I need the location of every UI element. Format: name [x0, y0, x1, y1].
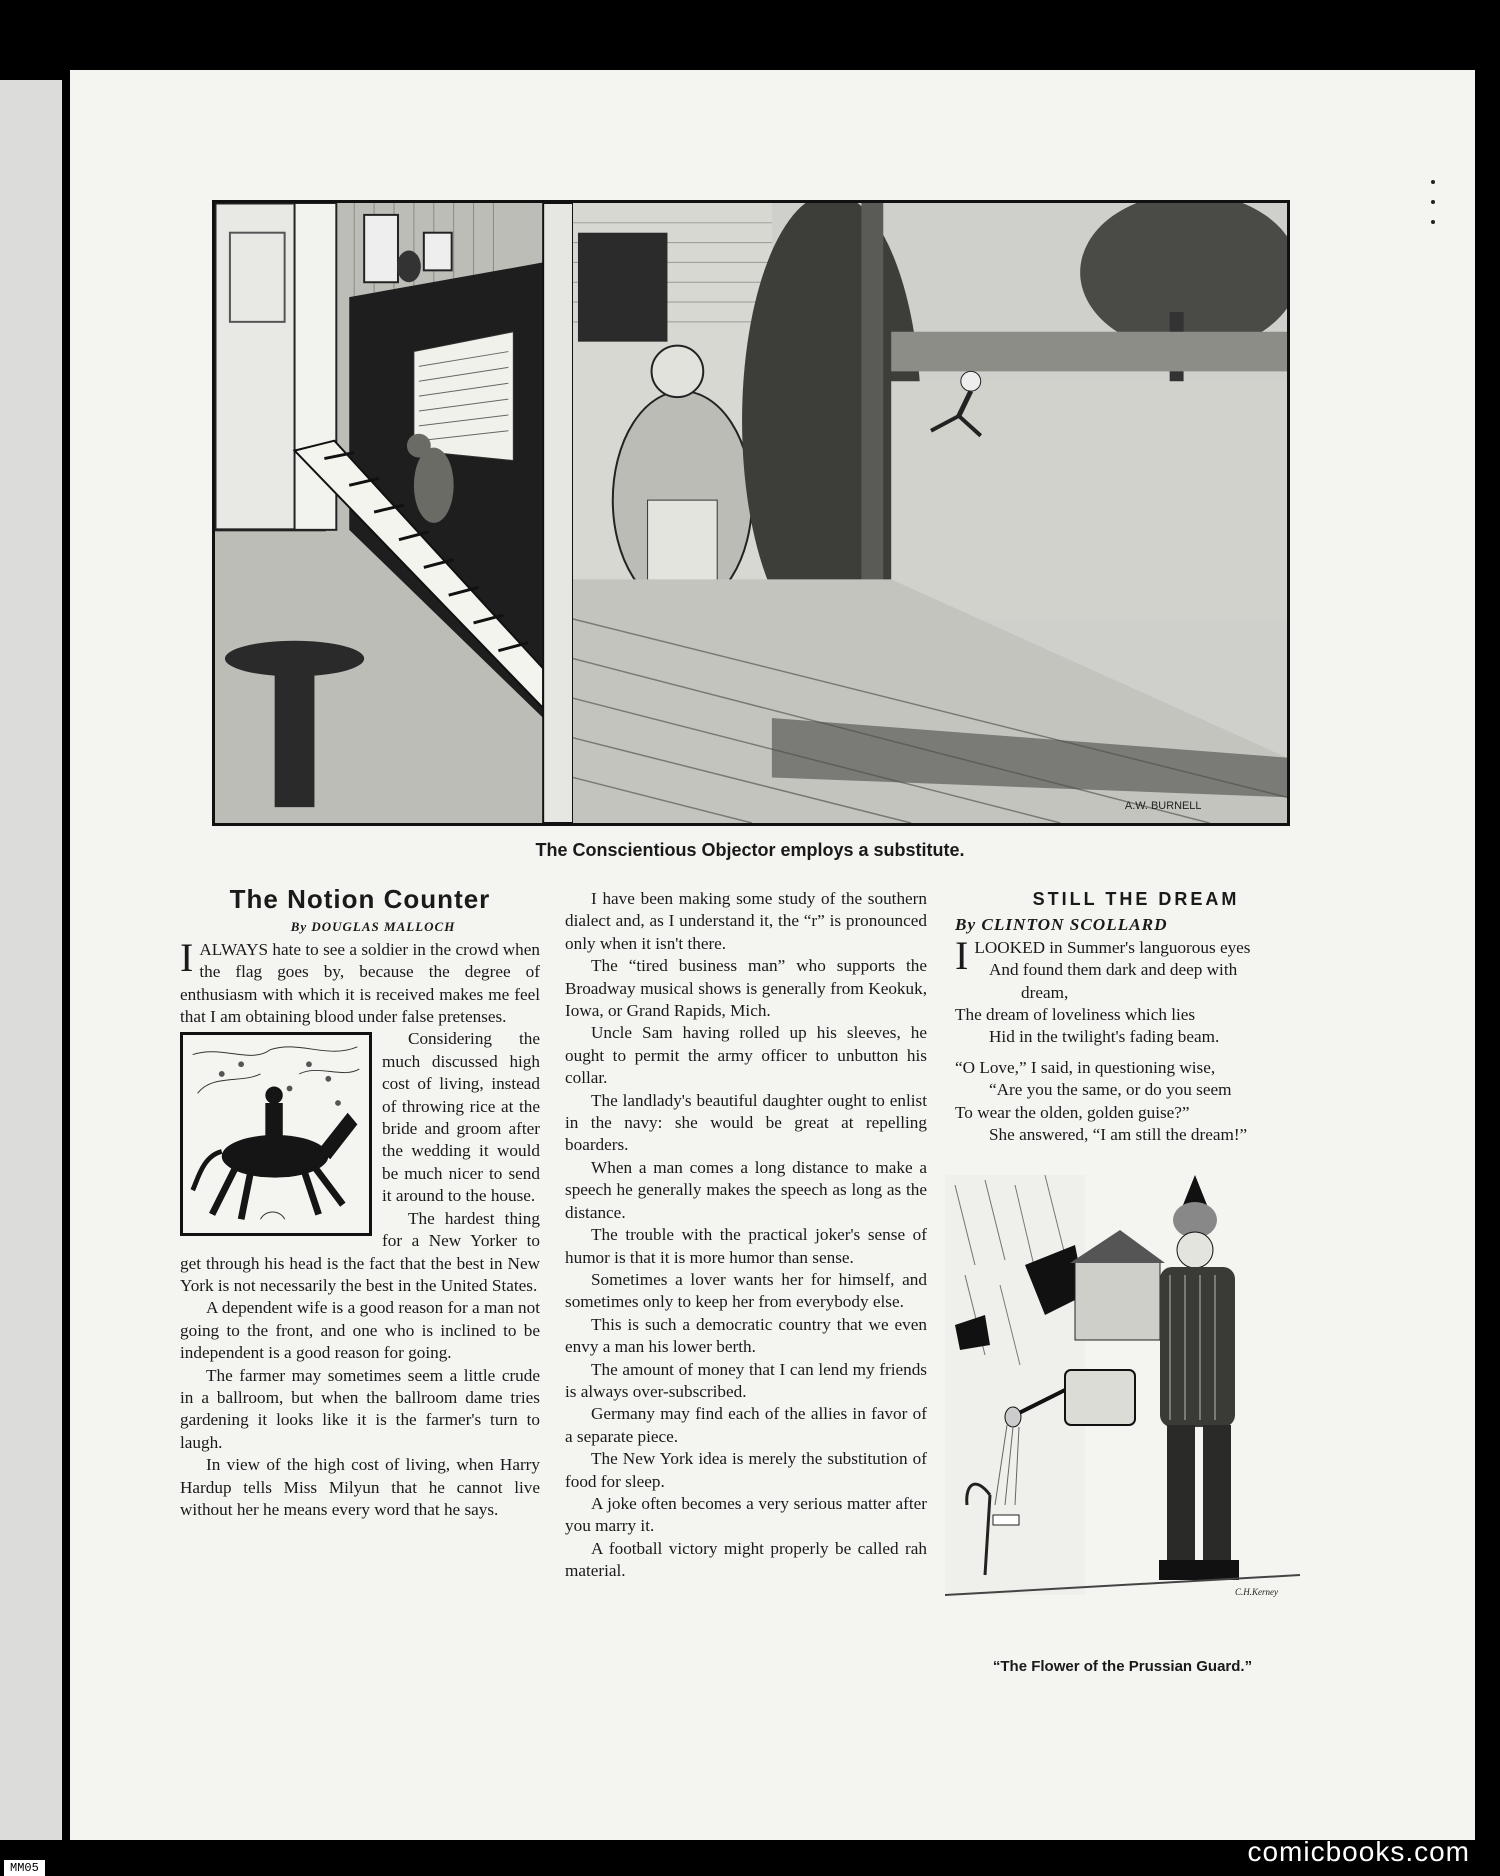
paragraph: Considering the much discussed high cost of living, instead of throwing rice at the bride and groom after the wedding it would be much nicer to send it around to the house.: [382, 1029, 540, 1206]
paragraph: Germany may find each of the allies in favor of a separate piece.: [565, 1404, 927, 1446]
cartoon-drawing: [945, 1175, 1300, 1655]
paragraph: A dependent wife is a good reason for a man not going to the front, and one who is inclined to be independent is a good reason for going.: [180, 1298, 540, 1363]
poem-line: And found them dark and deep with: [989, 960, 1238, 980]
poem-line: dream,: [1021, 982, 1069, 1002]
poem-line: She answered, “I am still the dream!”: [989, 1125, 1248, 1145]
paragraph: The farmer may sometimes seem a little crude in a ballroom, but when the ballroom dame tries gardening it looks like it is the farmer's turn to laugh.: [180, 1365, 540, 1452]
poem-line: To wear the olden, golden guise?”: [955, 1102, 1190, 1122]
poem-stanza-1: [955, 932, 1317, 1049]
poem-line: Hid in the twilight's fading beam.: [989, 1027, 1220, 1047]
margin-marks: [1431, 180, 1437, 240]
paragraph: The New York idea is merely the substitution of food for sleep.: [565, 1449, 927, 1491]
poem-stanza-2: [955, 1057, 1317, 1147]
notion-counter-column: [180, 884, 540, 1521]
paragraph: Uncle Sam having rolled up his sleeves, he ought to permit the army officer to unbutton his collar.: [565, 1023, 927, 1088]
paragraph: The landlady's beautiful daughter ought to enlist in the navy: she would be great at repelling boarders.: [565, 1090, 927, 1155]
paragraph: The trouble with the practical joker's sense of humor is that it is more humor than sense.: [565, 1225, 927, 1267]
paragraph: The hardest thing for a New Yorker to get through his head is the fact that the best in New York is not necessarily the best in the United States.: [180, 1208, 540, 1295]
poem-line: The dream of loveliness which lies: [955, 1005, 1196, 1025]
cartoon-caption: “The Flower of the Prussian Guard.”: [992, 1658, 1253, 1675]
horse-rider-illustration: [180, 1032, 372, 1236]
left-page-edge: [0, 80, 62, 1840]
paragraph: The “tired business man” who supports the Broadway musical shows is generally from Keokuk, Iowa, or Grand Rapids, Mich.: [565, 956, 927, 1021]
illustration-caption: The Conscientious Objector employs a substitute.: [535, 840, 965, 860]
paragraph: When a man comes a long distance to make a speech he generally makes the speech as long as the distance.: [565, 1157, 927, 1222]
paragraph: A joke often becomes a very serious matter after you marry it.: [565, 1493, 927, 1536]
paragraph: The amount of money that I can lend my friends is always over-subscribed.: [565, 1359, 927, 1401]
paragraph: This is such a democratic country that we even envy a man his lower berth.: [565, 1314, 927, 1357]
notion-counter-continued-column: [565, 888, 927, 1583]
horse-drawing: [183, 1035, 369, 1233]
paragraph: A football victory might properly be called rah material.: [565, 1538, 927, 1581]
poem-title: STILL THE DREAM: [1032, 889, 1240, 909]
article-byline: By DOUGLAS MALLOCH: [290, 919, 456, 935]
poem-line: ILOOKED in Summer's languorous eyes: [955, 932, 1251, 978]
illustration-drawing: [215, 203, 1287, 823]
site-watermark: comicbooks.com: [1247, 1836, 1470, 1867]
first-paragraph-text: ALWAYS hate to see a soldier in the crowd when the flag goes by, because the degree of enthusiasm with which it is received makes me feel that I am obtaining blood under false pretenses.: [180, 939, 540, 1027]
article-title: The Notion Counter: [229, 884, 491, 914]
paragraph: I have been making some study of the southern dialect and, as I understand it, the “r” is pronounced only when it isn't there.: [565, 889, 927, 953]
poem-column: [955, 888, 1317, 1154]
paragraph: In view of the high cost of living, when Harry Hardup tells Miss Milyun that he cannot live without her he means every word that he says.: [180, 1455, 540, 1519]
paragraph: Sometimes a lover wants her for himself, and sometimes only to keep her from everybody else.: [565, 1269, 927, 1312]
poem-dropcap: I: [955, 932, 969, 978]
first-paragraph: [180, 934, 540, 1029]
poem-line: “Are you the same, or do you seem: [989, 1080, 1232, 1100]
illustration-signature: A.W. BURNELL: [1124, 800, 1202, 813]
cartoon-signature: C.H.Kerney: [1235, 1587, 1278, 1597]
corner-tag: MM05: [4, 1860, 45, 1876]
dropcap: I: [180, 934, 194, 980]
main-illustration: [212, 200, 1290, 826]
poem-byline: By CLINTON SCOLLARD: [955, 915, 1168, 935]
poem-line: “O Love,” I said, in questioning wise,: [955, 1057, 1216, 1077]
prussian-guard-cartoon: [945, 1175, 1300, 1655]
